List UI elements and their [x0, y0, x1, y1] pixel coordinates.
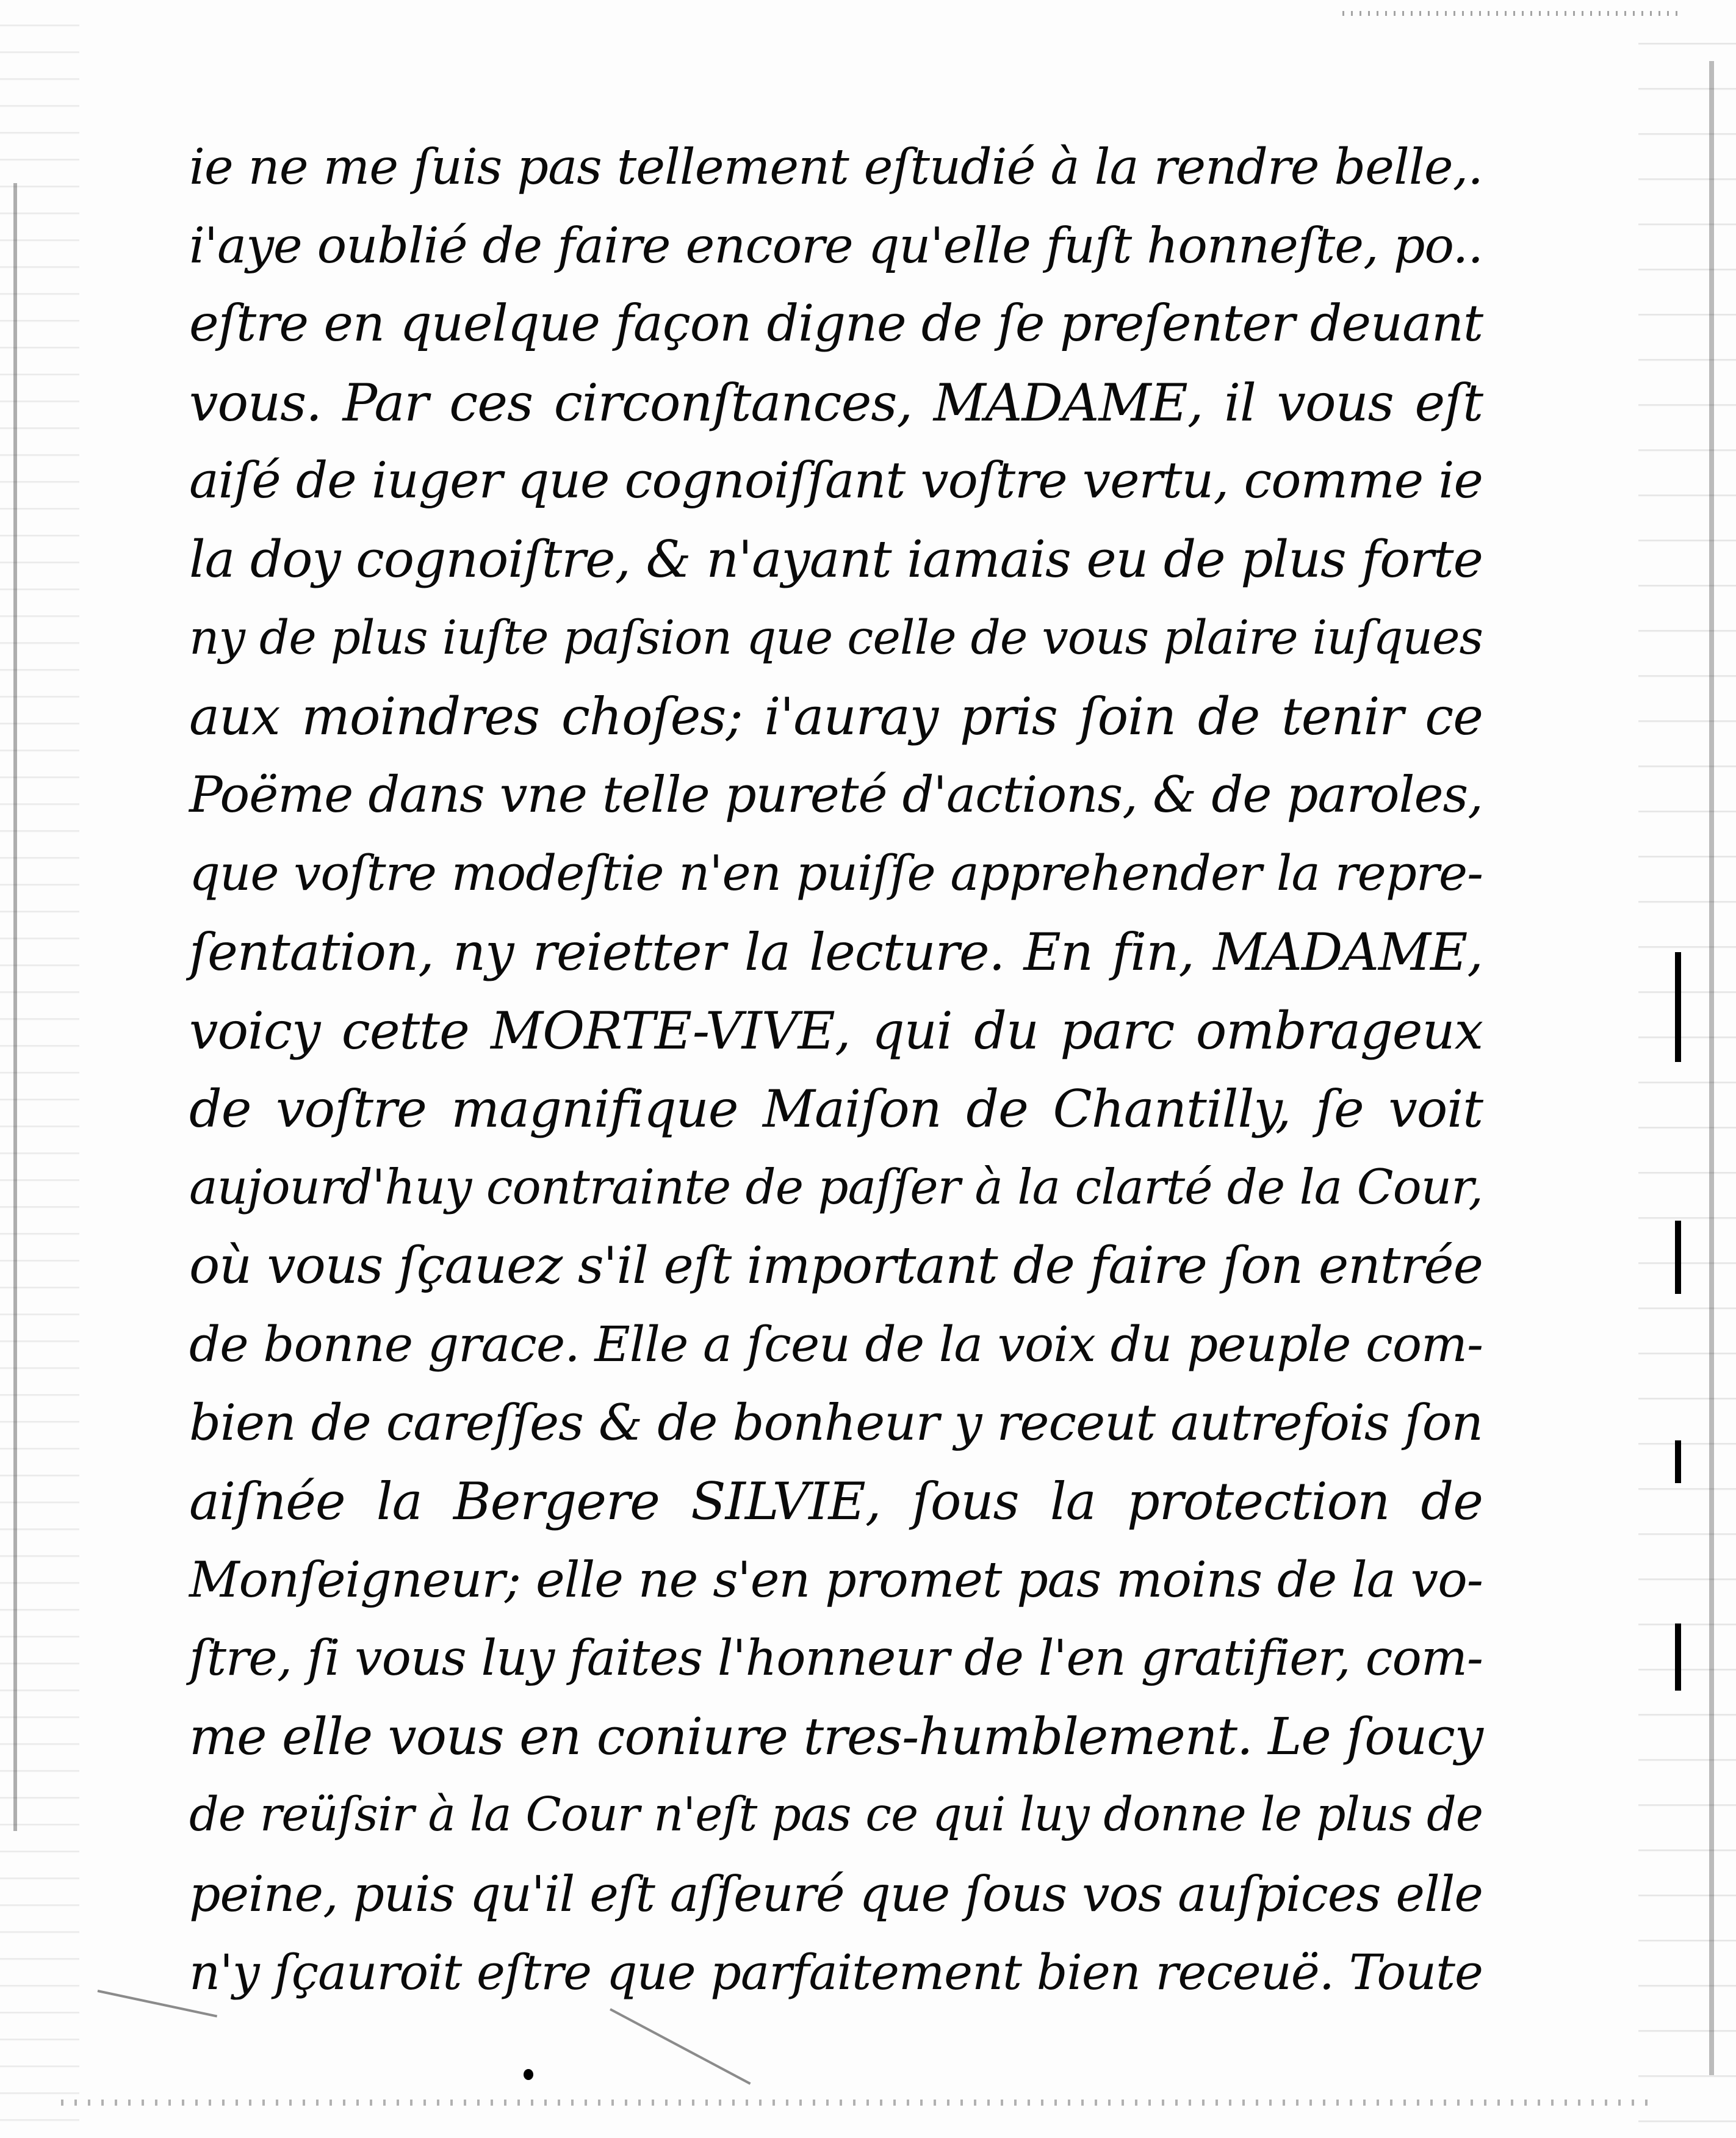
- right-edge-mark: [1675, 1623, 1681, 1691]
- text-line: ſentation, ny reietter la lecture. En fin, MADAME,: [189, 922, 1483, 982]
- text-line: ie ne me ſuis pas tellement eſtudié à la rendre belle,.: [189, 139, 1483, 196]
- text-line: vous. Par ces circonſtances, MADAME, il vous eſt: [189, 372, 1483, 433]
- right-edge-mark: [1675, 952, 1681, 1062]
- right-binding-shadow: [1709, 61, 1714, 2075]
- text-line: aujourd'huy contrainte de paſſer à la clarté de la Cour,: [189, 1159, 1483, 1215]
- text-line: ny de plus iuſte paſsion que celle de vous plaire iuſques: [189, 610, 1483, 665]
- text-line: me elle vous en coniure tres-humblement. Le ſoucy: [189, 1706, 1483, 1766]
- text-line: aiſé de iuger que cognoiſſant voſtre vertu, comme ie: [189, 452, 1483, 510]
- left-scan-edge: [0, 0, 79, 2138]
- text-line: la doy cognoiſtre, & n'ayant iamais eu de plus forte: [189, 529, 1483, 589]
- text-line: ſtre, ſi vous luy faites l'honneur de l'en gratifier, com-: [189, 1630, 1483, 1687]
- left-binding-shadow: [13, 183, 17, 1831]
- text-line: Poëme dans vne telle pureté d'actions, & de paroles,: [189, 766, 1483, 824]
- text-line: bien de careſſes & de bonheur y receut autrefois ſon: [189, 1394, 1483, 1452]
- bottom-ink-dot: [524, 2069, 533, 2080]
- right-edge-mark: [1675, 1221, 1681, 1294]
- text-line: voicy cette MORTE-VIVE, qui du parc ombrageux: [189, 1000, 1483, 1061]
- text-line: de voſtre magnifique Maiſon de Chantilly, ſe voit: [189, 1079, 1483, 1139]
- text-line: que voſtre modeſtie n'en puiſſe apprehender la repre-: [189, 845, 1483, 902]
- text-line: i'aye oublié de faire encore qu'elle fuſt honneſte, po..: [189, 217, 1483, 275]
- text-line: aiſnée la Bergere SILVIE, ſous la protection de: [189, 1472, 1483, 1532]
- text-line: Monſeigneur; elle ne s'en promet pas moins de la vo-: [189, 1551, 1483, 1609]
- text-line: où vous ſçauez s'il eſt important de faire ſon entrée: [189, 1236, 1483, 1296]
- bottom-scan-stroke: [610, 2008, 751, 2085]
- text-line: eſtre en quelque façon digne de ſe preſenter deuant: [189, 295, 1483, 353]
- right-edge-mark: [1675, 1440, 1681, 1483]
- text-line: peine, puis qu'il eſt aſſeuré que ſous vos auſpices elle: [189, 1865, 1483, 1923]
- text-line: aux moindres choſes; i'auray pris ſoin de tenir ce: [189, 687, 1483, 747]
- page-text: [189, 128, 1483, 2012]
- bottom-scan-noise: [61, 2100, 1648, 2106]
- right-scan-edge: [1638, 0, 1736, 2138]
- text-line: n'y ſçauroit eſtre que parfaitement bien receuë. Toute: [189, 1943, 1483, 2001]
- text-line: de bonne grace. Elle a ſceu de la voix du peuple com-: [189, 1315, 1483, 1373]
- top-scan-noise: [1342, 11, 1684, 16]
- text-line: de reüſsir à la Cour n'eſt pas ce qui luy donne le plus de: [189, 1788, 1483, 1843]
